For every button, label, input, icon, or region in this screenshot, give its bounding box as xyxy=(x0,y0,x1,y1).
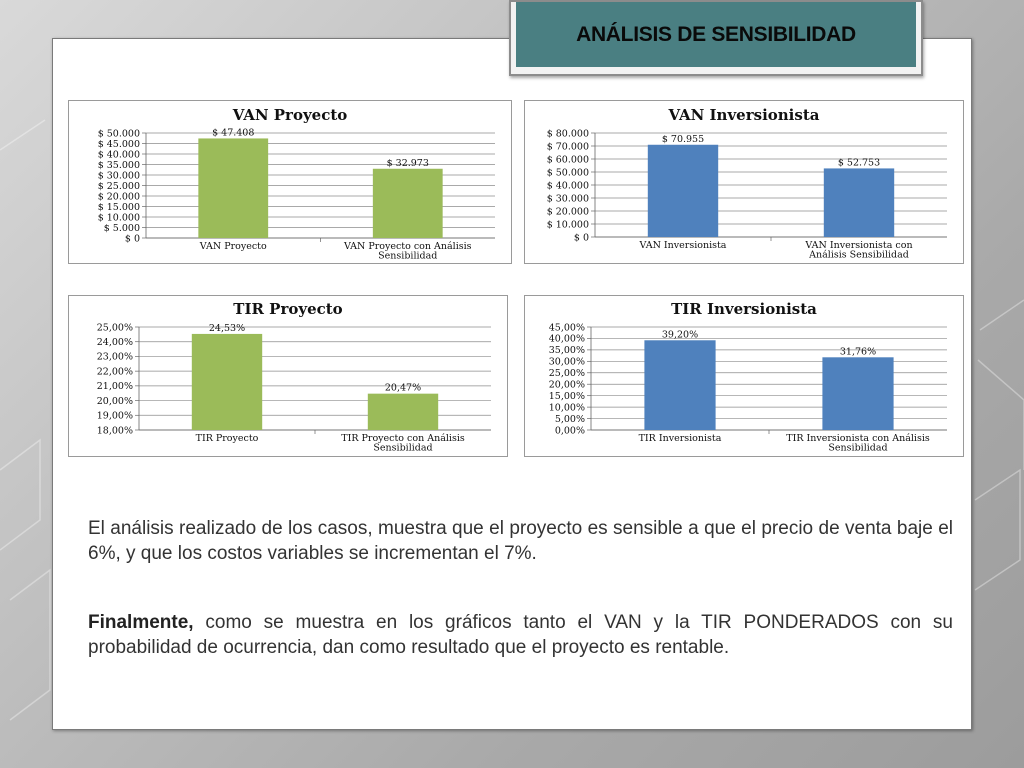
y-tick-label: 10,00% xyxy=(548,402,585,414)
data-label: $ 47.408 xyxy=(212,127,255,139)
y-tick-label: $ 10.000 xyxy=(97,212,140,224)
data-label: $ 32.973 xyxy=(386,157,429,169)
y-tick-label: $ 20.000 xyxy=(546,206,589,218)
tir-proyecto-svg xyxy=(69,296,507,456)
y-tick-label: 35,00% xyxy=(548,345,585,357)
y-tick-label: $ 30.000 xyxy=(546,193,589,205)
van-proyecto-svg xyxy=(69,101,511,263)
y-tick-label: $ 50.000 xyxy=(97,128,140,140)
chart-title: VAN Inversionista xyxy=(668,106,820,124)
paragraph-analysis: El análisis realizado de los casos, muestra que el proyecto es sensible a que el precio de venta baje el 6%, y que los costos variables se incrementan el 7%. xyxy=(88,518,953,564)
y-tick-label: 20,00% xyxy=(96,395,133,407)
y-tick-label: 15,00% xyxy=(548,390,585,402)
x-category-label: Sensibilidad xyxy=(828,442,888,454)
y-tick-label: 19,00% xyxy=(96,410,133,422)
y-tick-label: 22,00% xyxy=(96,366,133,378)
chart-van-inversionista xyxy=(524,100,964,264)
y-tick-label: 40,00% xyxy=(548,333,585,345)
data-label: 31,76% xyxy=(839,346,877,358)
paragraph-conclusion-bold: Finalmente, xyxy=(88,612,194,633)
y-tick-label: $ 80.000 xyxy=(546,128,589,140)
y-tick-label: 23,00% xyxy=(96,351,133,363)
y-tick-label: $ 60.000 xyxy=(546,154,589,166)
bar xyxy=(373,169,443,238)
chart-van-proyecto xyxy=(68,100,512,264)
y-tick-label: 20,00% xyxy=(548,379,585,391)
y-tick-label: 24,00% xyxy=(96,337,133,349)
y-tick-label: $ 5.000 xyxy=(103,222,140,234)
x-category-label: VAN Proyecto xyxy=(199,241,267,252)
data-label: 20,47% xyxy=(384,382,422,394)
data-label: $ 52.753 xyxy=(837,157,881,169)
bar xyxy=(822,357,893,430)
bar xyxy=(648,145,718,237)
chart-title: VAN Proyecto xyxy=(232,106,348,124)
x-category-label: Sensibilidad xyxy=(373,442,433,454)
y-tick-label: $ 45.000 xyxy=(97,138,140,150)
data-label: 24,53% xyxy=(208,322,246,334)
bar xyxy=(198,138,268,238)
title-box xyxy=(509,0,923,76)
y-tick-label: $ 40.000 xyxy=(97,149,140,161)
y-tick-label: 0,00% xyxy=(554,425,585,437)
bar xyxy=(192,334,262,430)
chart-title: TIR Inversionista xyxy=(671,300,817,318)
x-category-label: Análisis Sensibilidad xyxy=(809,249,909,261)
x-category-label: TIR Inversionista con Análisis xyxy=(786,433,930,444)
chart-tir-inversionista xyxy=(524,295,964,457)
y-tick-label: 25,00% xyxy=(548,368,585,380)
x-category-label: VAN Inversionista xyxy=(639,240,727,251)
bar xyxy=(644,340,715,430)
x-category-label: VAN Proyecto con Análisis xyxy=(343,241,472,252)
van-inversionista-svg xyxy=(525,101,963,263)
y-tick-label: 21,00% xyxy=(96,381,133,393)
title-bar xyxy=(516,2,916,67)
y-tick-label: $ 20.000 xyxy=(97,191,140,203)
y-tick-label: 25,00% xyxy=(96,322,133,334)
data-label: $ 70.955 xyxy=(661,133,705,145)
data-label: 39,20% xyxy=(661,329,699,341)
x-category-label: Sensibilidad xyxy=(378,250,438,262)
y-tick-label: $ 35.000 xyxy=(97,159,140,171)
paragraph-conclusion xyxy=(88,610,953,660)
y-tick-label: $ 15.000 xyxy=(97,201,140,213)
y-tick-label: $ 25.000 xyxy=(97,180,140,192)
y-tick-label: $ 40.000 xyxy=(546,180,589,192)
paragraph-conclusion-text: como se muestra en los gráficos tanto el VAN y la TIR PONDERADOS con su probabilidad de ocurrencia, dan como resultado que el proyecto es rentable. xyxy=(88,612,953,658)
y-tick-label: 30,00% xyxy=(548,356,585,368)
y-tick-label: $ 30.000 xyxy=(97,170,140,182)
x-category-label: TIR Inversionista xyxy=(638,433,722,444)
x-category-label: VAN Inversionista con xyxy=(805,240,913,251)
y-tick-label: 45,00% xyxy=(548,322,585,334)
y-tick-label: $ 70.000 xyxy=(546,141,589,153)
bar xyxy=(824,168,894,237)
tir-inversionista-svg xyxy=(525,296,963,456)
slide-title: ANÁLISIS DE SENSIBILIDAD xyxy=(576,22,856,46)
y-tick-label: $ 0 xyxy=(124,233,140,245)
chart-title: TIR Proyecto xyxy=(233,300,343,318)
x-category-label: TIR Proyecto xyxy=(195,433,259,444)
chart-tir-proyecto xyxy=(68,295,508,457)
bar xyxy=(368,394,438,430)
y-tick-label: $ 0 xyxy=(573,232,589,244)
x-category-label: TIR Proyecto con Análisis xyxy=(341,433,465,444)
y-tick-label: 18,00% xyxy=(96,425,133,437)
y-tick-label: 5,00% xyxy=(554,413,585,425)
y-tick-label: $ 50.000 xyxy=(546,167,589,179)
y-tick-label: $ 10.000 xyxy=(546,219,589,231)
